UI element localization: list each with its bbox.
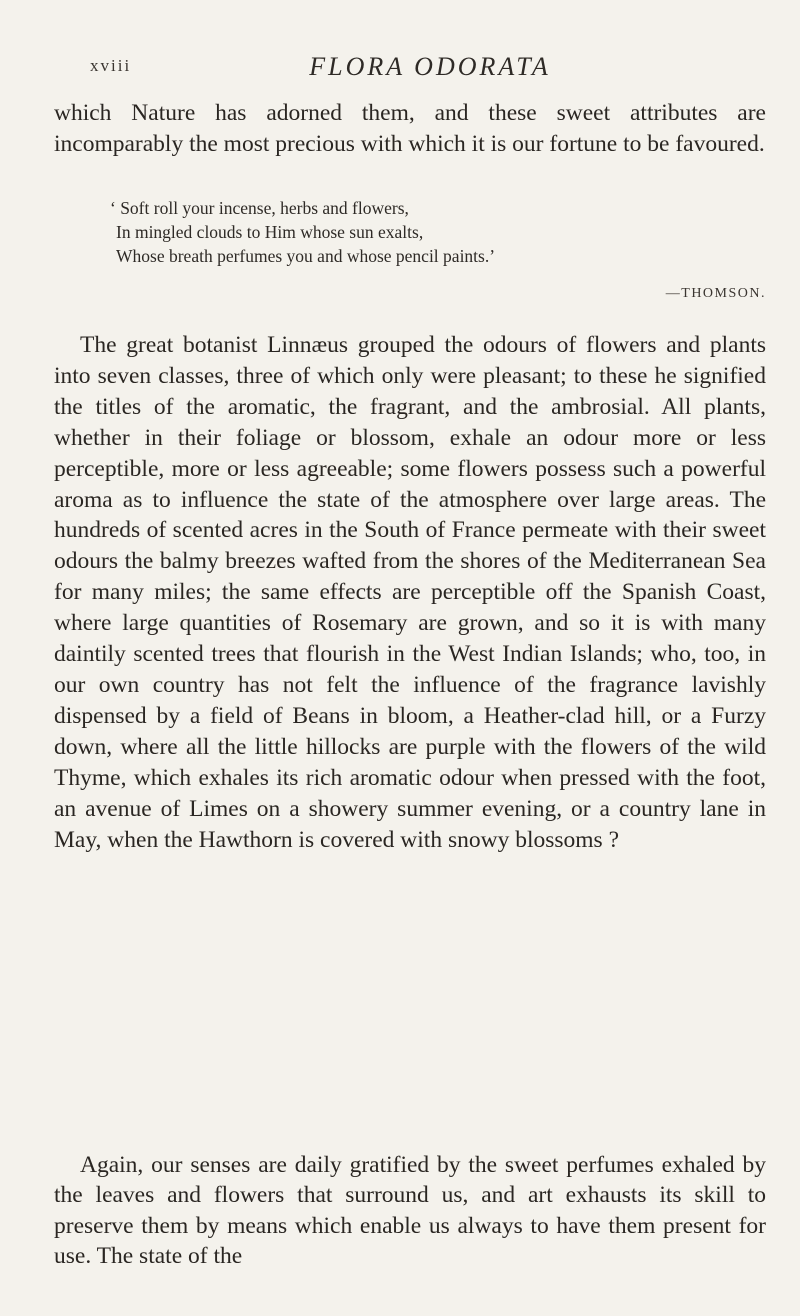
paragraph-2-text: The great botanist Linnæus grouped the odours of flowers and plants into seven classes, three of which only were pleasant; to these he signified the titles of the aromatic, the fragrant, and the ambrosial. All plants, whether in their foliage or blossom, exhale an odour more or less perceptible, more or less agreeable; some flowers possess such a powerful aroma as to influence the state of the atmosphere over large areas. The hundreds of scented acres in the South of France permeate with their sweet odours the balmy breezes wafted from the shores of the Mediterranean Sea for many miles; the same effects are perceptible off the Spanish Coast, where large quantities of Rosemary are grown, and so it is with many daintily scented trees that flourish in the West Indian Islands; who, too, in our own country has not felt the influence of the fragrance lavishly dispensed by a field of Beans in bloom, a Heather-clad hill, or a Furzy down, where all the little hillocks are purple with the flowers of the wild Thyme, which exhales its rich aromatic odour when pressed with the foot, an avenue of Limes on a showery summer evening, or a country lane in May, when the Hawthorn is covered with snowy blossoms ?	[54, 332, 766, 853]
running-title: FLORA ODORATA	[309, 52, 551, 81]
verse-line: Whose breath perfumes you and whose pencil paints.’	[116, 246, 496, 266]
paragraph-linnaeus	[54, 330, 766, 855]
verse-quotation	[110, 196, 770, 268]
verse-line: In mingled clouds to Him whose sun exalts,	[116, 222, 424, 242]
paragraph-continuation	[54, 98, 766, 160]
quotation-attribution: —THOMSON.	[665, 286, 766, 301]
paragraph-1-text: which Nature has adorned them, and these sweet attributes are incomparably the most precious with which it is our fortune to be favoured.	[54, 100, 766, 157]
page-number: xviii	[90, 56, 132, 75]
verse-line: ‘ Soft roll your incense, herbs and flowers,	[110, 198, 409, 218]
running-head	[90, 52, 770, 88]
paragraph-again	[54, 1126, 766, 1295]
paragraph-3-text: Again, our senses are daily gratified by the sweet perfumes exhaled by the leaves and flowers that surround us, and art exhausts its skill to preserve them by means which enable us always to have them present for use. The state of the	[54, 1151, 766, 1269]
